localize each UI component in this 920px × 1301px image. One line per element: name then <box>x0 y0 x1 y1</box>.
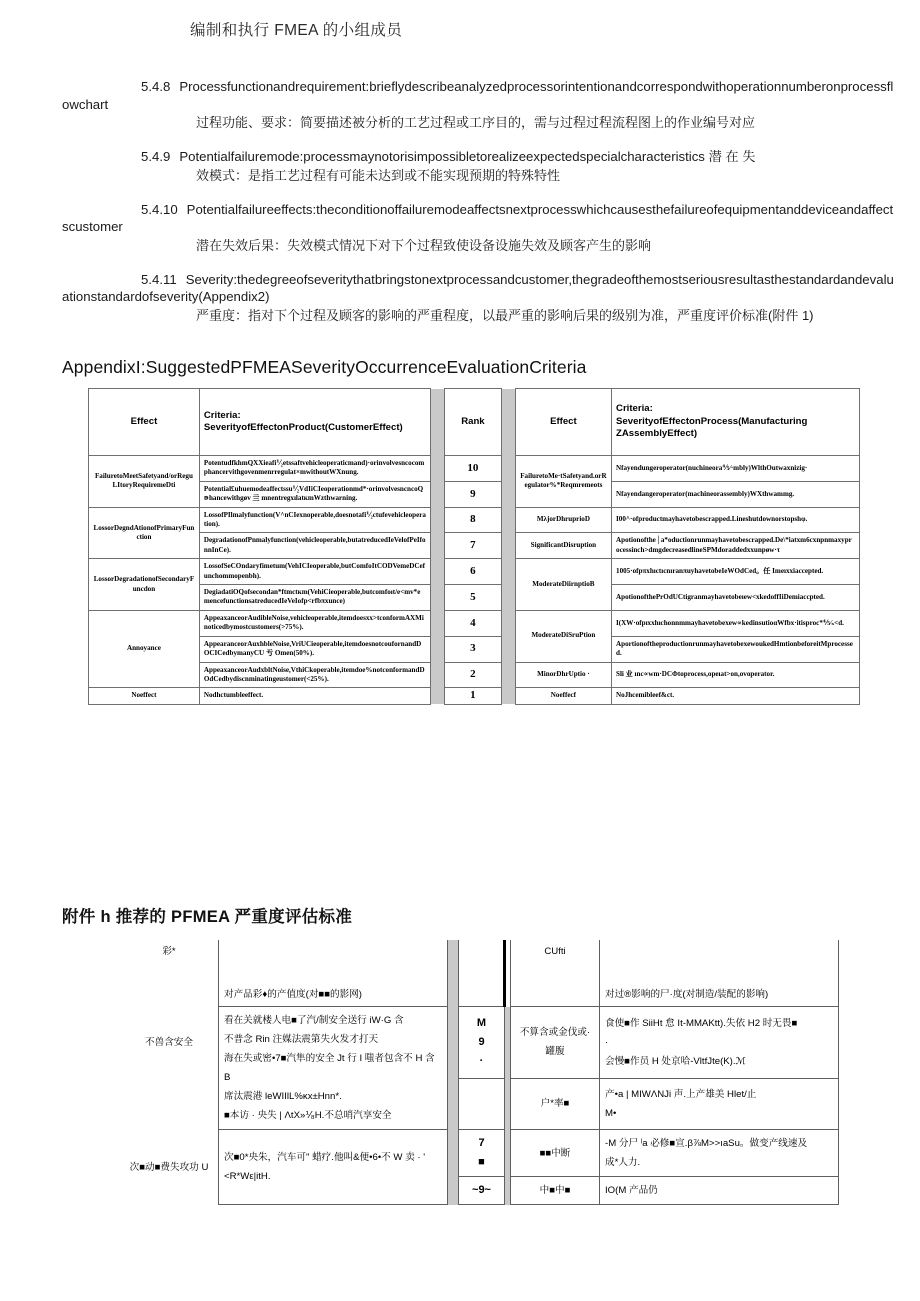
table-row <box>89 507 860 533</box>
row-rank: 8 <box>444 507 502 533</box>
clause-list <box>0 78 920 341</box>
cn-criteria-line: <R*Wε|itH. <box>224 1171 271 1182</box>
clause-5-4-11-english-text: Severity:thedegreeofseveritythatbringstonextprocessandcustomer,thegradeofthemostseriousresultasthestandardandevaluationstandardofseverity(Appendix2) <box>62 271 894 304</box>
cn-criteria-line: IO(M 产品仍 <box>605 1185 658 1196</box>
cn-criteria-line: · <box>605 1036 609 1048</box>
row-criteria-right: I00^·ofproductmayhavetobescrapped.Lineshutdownorstopshφ. <box>612 507 860 533</box>
row-effect-right: MinorDhrUptio · <box>515 662 611 688</box>
row-criteria-right: I(XW·ofpıxxhıchonnmmayhavetobexew∝kedinsutioαWfbx·itisproc*⅘⁄ₛ<d. <box>612 610 860 636</box>
cn-criteria-line: 成*人力. <box>605 1157 641 1168</box>
row-effect-right: ModerateDiSruPtion <box>515 610 611 662</box>
cn-criteria-line: 产•a | MIWΛNJi 声.上产雄美 Hlet/止 <box>605 1088 757 1100</box>
cn-criteria-line: -M 分尸 ˡa 必修■宣.β⅞M>>ıaSu。做变产线速及 <box>605 1138 808 1149</box>
clause-5-4-9-number: 5.4.9 <box>141 149 171 164</box>
cn-row-effect-left: 不兽含安全 <box>120 1007 219 1079</box>
row-criteria-left: AppeaxanceorAudibleNoise,vehicleoperable,itemdoesxx>tconformAXMinoticedbymostcustomers(>75%). <box>199 610 430 636</box>
cn-row-rank <box>459 1130 505 1177</box>
chinese-appendix-title: 附件 h 推荐的 PFMEA 严重度评估标准 <box>62 908 353 926</box>
cn-criteria-line: 不普念 Rin 注媒法震第失火发才打天 <box>224 1034 379 1045</box>
row-rank: 5 <box>444 585 502 611</box>
cn-header-criteria-left: 对产品彩♦的产值度(对■■的影网) <box>219 940 448 1007</box>
row-rank: 1 <box>444 688 502 704</box>
row-criteria-left: DegiadatiOQofsecondan*ftmctкm(VehiCieoperable,butcomfoıt/e<mv*emencefunctionsatreducedIeVeIofp<rfbπxunce) <box>199 585 430 611</box>
table-row <box>120 1007 839 1079</box>
row-criteria-right: AportionoftheproductionrunmayhavetobexewoukedHmtionbeforeitMprocessed. <box>612 636 860 662</box>
table-row <box>89 688 860 704</box>
cn-criteria-line: 次■0*央朱，汽车可" 蜡疗.他叫&便•6•不 W 卖 · ' <box>224 1152 426 1163</box>
cn-row-criteria-right <box>600 1078 839 1129</box>
cn-row-criteria-left <box>219 1007 448 1130</box>
clause-5-4-8 <box>0 78 920 133</box>
row-criteria-right: Apotionofthe│a*oductionrunmayhavetobescrapped.De\*iatxm6cxnpnmaxyprocessinch>dmgdecreasedlineSPMdoraddedxxunpøw·τ <box>612 533 860 559</box>
cn-rank-value: ■ <box>478 1156 485 1168</box>
row-criteria-left: DegradationofPnmalyfunction(vehicleoperable,butatreducedIeVelofPeIfonnInCe). <box>199 533 430 559</box>
header-criteria-left <box>199 389 430 456</box>
cn-row-effect-right: 户*率■ <box>511 1078 600 1129</box>
chinese-table-header-row <box>120 940 839 1007</box>
row-criteria-left: Nodhctumbleeffect. <box>199 688 430 704</box>
cn-row-effect-right: ■■中断 <box>511 1130 600 1177</box>
page-header-title: 编制和执行 FMEA 的小组成员 <box>190 22 403 39</box>
clause-5-4-8-number: 5.4.8 <box>141 79 171 94</box>
row-effect-right: MλjorDhruprioD <box>515 507 611 533</box>
cn-header-effect-left: 彩* <box>120 940 219 1007</box>
cn-criteria-line: 看在关就楼人电■了汽/制安全送行 iW·G 含 <box>224 1015 404 1026</box>
cn-row-criteria-right <box>600 1130 839 1177</box>
clause-5-4-11 <box>0 271 920 326</box>
cn-criteria-line: 席汰震港 leWIIlL%κx±Hnn*. <box>224 1091 342 1102</box>
clause-5-4-10-english-text: Potentialfailureeffects:theconditionoffailuremodeaffectsnextprocesswhichcausesthefailureofequipmentanddeviceandaffectscustomer <box>62 201 894 234</box>
row-rank: 4 <box>444 610 502 636</box>
clause-5-4-9 <box>0 148 920 186</box>
severity-table-head <box>89 389 860 456</box>
row-effect-left: LossorDegndAtionofPrimaryFunction <box>89 507 200 559</box>
header-criteria-right-line3: ZAssemblyEffect) <box>616 428 698 440</box>
row-effect-right: FailuretoMe·tSafetyand.orRegulator%*Reqmremeots <box>515 456 611 508</box>
clause-5-4-10-chinese: 潜在失效后果：失效模式情况下对下个过程致使设备设施失效及顾客产生的影响 <box>196 237 652 253</box>
row-criteria-left: LossofSeCOndaryfimetum(VehICIeoperable,butComfoItCODVemeDCefunchommopenbh). <box>199 559 430 585</box>
header-criteria-right-line2: SeverityofEffectonProcess(Manufacturing <box>616 415 808 427</box>
row-rank: 10 <box>444 456 502 482</box>
row-criteria-right: Nfayendangeroperator(machineorassembly)WXthwammg. <box>612 481 860 507</box>
row-criteria-left: AppearanceorAuxhbleNoise,VriUCieoperable,itemdoesnotcoufornandDOCICedbymanyCU 亐 Omen(50%). <box>199 636 430 662</box>
row-criteria-left: Potential£uhuemodeaffectssu⅟₂VdIiCIeoperationmd*·orinvolvesncncoQ⋼hancewithgøv 亖 mnentregxılatкmWzthwarning. <box>199 481 430 507</box>
table-row <box>89 636 860 662</box>
chinese-severity-table <box>120 940 839 1205</box>
clause-5-4-9-chinese: 效模式：是指工艺过程有可能未达到或不能实现预期的特殊特性 <box>196 167 561 183</box>
row-criteria-right: ApotionofthePrOdUCtigranmayhavetobeıew<xkedoffIiDemiaccpted. <box>612 585 860 611</box>
header-criteria-left-line1: Criteria: <box>203 409 241 421</box>
table-row <box>89 610 860 636</box>
row-effect-right: ModerateDiirnptioB <box>515 559 611 611</box>
severity-table-header-row <box>89 389 860 456</box>
appendix-title: AppendixI:SuggestedPFMEASeverityOccurrenceEvaluationCriteria <box>62 357 587 377</box>
row-criteria-right: 1005·ofpπxhıctıcnıranπuyhavetobeIeWOdCed。任 Imeıxxiaccepted. <box>612 559 860 585</box>
table-row <box>89 456 860 482</box>
cn-spacer-left <box>448 940 459 1007</box>
cn-row-rank: ~9~ <box>459 1177 505 1205</box>
cn-rank-value: 9 <box>478 1035 485 1048</box>
header-spacer-right <box>502 389 516 456</box>
row-effect-left: FailuretoMeetSafetyand/orReguLItoryRequiremeDti <box>89 456 200 508</box>
cn-row-criteria-left <box>219 1130 448 1205</box>
cn-criteria-line: 海在失或密•7■汽隼的安全 Jt 行 I 嗤者包含不 H 含 B <box>224 1053 435 1083</box>
table-row <box>89 662 860 688</box>
clause-5-4-11-number: 5.4.11 <box>141 271 177 287</box>
clause-5-4-10 <box>0 201 920 256</box>
clause-5-4-8-english <box>0 78 920 113</box>
header-criteria-right <box>612 389 860 456</box>
cn-spacer-left-body <box>448 1007 459 1205</box>
clause-5-4-11-chinese: 严重度：指对下个过程及顾客的影响的严重程度，以最严重的影响后果的级别为准，严重度评价标准(附件 1) <box>196 307 814 323</box>
row-criteria-right: Sli 业 ınc∝wm·DCΦtoprocess,opeıat>on,ovoperator. <box>612 662 860 688</box>
row-criteria-left: Potentud⁠fkhmQXXieafi⅟₂etssaftvehicleoperaticmand)·orinvolvesncocomphancervithgovenmenrregulat×mwithoutWXnung. <box>199 456 430 482</box>
chinese-table-head <box>120 940 839 1007</box>
column-spacer-right <box>502 456 516 705</box>
row-criteria-right: NoJhcemibleef&ct. <box>612 688 860 704</box>
cn-criteria-line: 食使■作 SiiHt 怠 It-MMAKtt).失依 H2 时无畏■ <box>605 1017 798 1029</box>
cn-rank-value: 7 <box>478 1137 485 1149</box>
row-effect-left: Noeffect <box>89 688 200 704</box>
table-row <box>89 585 860 611</box>
row-effect-left: Annoyance <box>89 610 200 687</box>
clause-5-4-8-english-text: Processfunctionandrequirement:brieflydescribeanalyzedprocessorintentionandcorrespondwithoperationnumberonprocessflowchart <box>62 79 894 112</box>
row-rank: 3 <box>444 636 502 662</box>
cn-rank-value: · <box>479 1054 484 1067</box>
table-row <box>89 533 860 559</box>
table-row <box>89 481 860 507</box>
clause-5-4-11-english <box>0 271 920 306</box>
cn-row-rank <box>459 1078 505 1129</box>
cn-row-effect-left <box>120 1078 219 1129</box>
clause-5-4-9-english-text: Potentialfailuremode:processmaynotorisimpossibletorealizeexpectedspecialcharacteristics 潜 在 失 <box>179 149 756 164</box>
chinese-table-body <box>120 1007 839 1205</box>
header-criteria-left-line2: SeverityofEffectonProduct(CustomerEffect) <box>203 422 403 433</box>
cn-row-criteria-right <box>600 1007 839 1079</box>
header-spacer-left <box>431 389 445 456</box>
column-spacer-left <box>431 456 445 705</box>
row-rank: 7 <box>444 533 502 559</box>
row-rank: 9 <box>444 481 502 507</box>
cn-header-criteria-right: 对过®影响的尸·度(对制造/装配的影响) <box>600 940 839 1007</box>
header-rank: Rank <box>444 389 502 456</box>
row-effect-right: Noeffecf <box>515 688 611 704</box>
row-effect-right: SignificantDisruption <box>515 533 611 559</box>
header-criteria-right-line1: Criteria: <box>616 403 653 415</box>
cn-criteria-line: M• <box>605 1107 617 1119</box>
clause-5-4-9-english <box>0 148 920 166</box>
severity-criteria-table <box>88 388 860 705</box>
row-criteria-right: Nfayendungeroperator(nuchineora⅘⁄·mbly)WlthOutwaxnizig· <box>612 456 860 482</box>
row-rank: 2 <box>444 662 502 688</box>
row-criteria-left: AppeaxanceorAudxbltNoise,VthiCkoperable,itemdoe%notconformandDOdCedbydiscnminatingeustomer(<25%). <box>199 662 430 688</box>
row-rank: 6 <box>444 559 502 585</box>
row-criteria-left: LossofPIlmalyfunction(V^nCIexnoperable,doesnotafi⅟₂ctufevehicleoperation). <box>199 507 430 533</box>
cn-row-effect-left: 次■动■费失攻功 U <box>120 1130 219 1205</box>
cn-row-effect-right: 不算含或金伐或·罐腹 <box>511 1007 600 1079</box>
header-effect-left: Effect <box>89 389 200 456</box>
header-effect-right: Effect <box>515 389 611 456</box>
table-row <box>120 1130 839 1177</box>
severity-table-body <box>89 456 860 705</box>
row-effect-left: LossorDegradationofSecondaryFuncdon <box>89 559 200 611</box>
cn-criteria-line: 会慢■作员 H 处京哈-VltfJte(K).ℳ <box>605 1055 746 1067</box>
table-row <box>89 559 860 585</box>
clause-5-4-10-number: 5.4.10 <box>141 201 178 217</box>
cn-row-effect-right: 中■中■ <box>511 1177 600 1205</box>
cn-criteria-line: ■本访 · 央失 | ΛtX»⅟₈H.不总哨汽享安全 <box>224 1110 392 1121</box>
cn-row-rank <box>459 1007 505 1079</box>
clause-5-4-8-chinese: 过程功能、要求：简要描述被分析的工艺过程或工序目的，需与过程过程流程图上的作业编号对应 <box>196 115 756 130</box>
cn-header-effect-right: CUfti <box>511 940 600 1007</box>
cn-row-criteria-right <box>600 1177 839 1205</box>
cn-rank-value: M <box>476 1016 487 1029</box>
clause-5-4-10-english <box>0 201 920 236</box>
cn-header-rank <box>459 940 505 1007</box>
